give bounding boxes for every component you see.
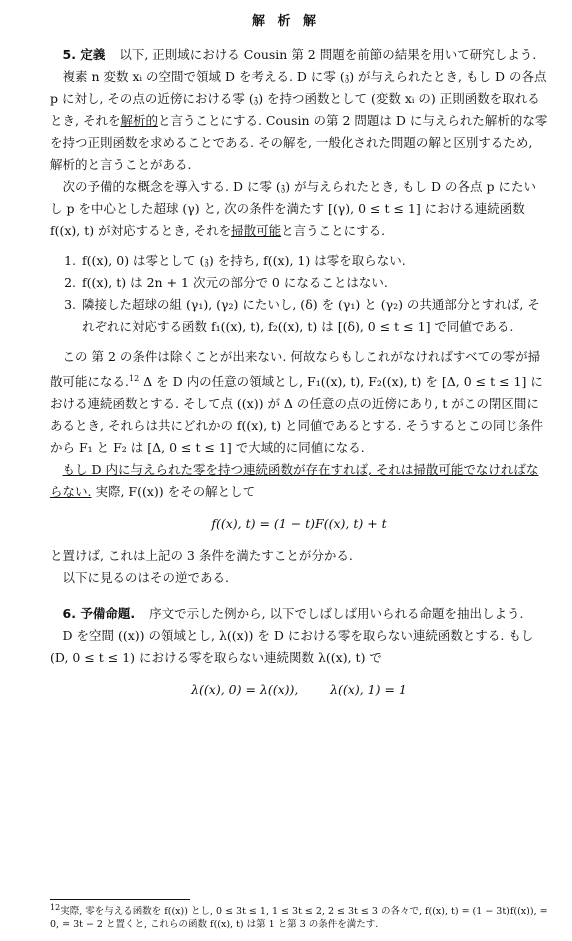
footnote-text: 実際, 零を与える函数を f((x)) とし, 0 ≤ 3t ≤ 1, 1 ≤ 3t ≤ 2, 2 ≤ 3t ≤ 3 の各々で, f((x), t) = (1 − 3t)f((x)), = 0, = 3t − 2 と置くと, これらの函数 f((x), t) は第 1 と第 3 の条件を満たす. bbox=[50, 906, 548, 930]
term-analytic: 解析的 bbox=[120, 113, 158, 128]
section-6-number-title: 6. 予備命題. bbox=[62, 606, 136, 622]
section-5-number-title: 5. 定義 bbox=[62, 47, 106, 62]
section-5-heading bbox=[50, 44, 548, 66]
footnote bbox=[50, 902, 548, 931]
footnote-rule bbox=[50, 899, 190, 900]
equation: λ((x), 0) = λ((x)), λ((x), 1) = 1 bbox=[191, 682, 407, 698]
footnote-mark: 12 bbox=[50, 903, 61, 912]
footnote-ref: 12 bbox=[128, 374, 140, 383]
term-sweepable: 掃散可能 bbox=[231, 223, 282, 238]
main-text bbox=[50, 44, 548, 711]
paragraph: と置けば, これは上記の 3 条件を満たすことが分かる. bbox=[50, 548, 353, 564]
paragraph: 複素 n 変数 xᵢ の空間で領域 D を考える. D に零 (𝔷) が与えられたとき, もし D の各点 p に対し, その点の近傍における零 (𝔷) を持つ函数として (変数 xᵢ の) 正則函数を取れるとき, それを解析的と言うことにする. Cousin の第 2 問題は D に与えられた解析的な零を持つ正則函数を求めることである. その解を, 一般化された問題の解と区別するため, 解析的と言うことがある. bbox=[50, 69, 548, 172]
condition-list bbox=[50, 250, 548, 338]
paragraph: 以下に見るのはその逆である. bbox=[62, 570, 229, 586]
paragraph: D を空間 ((x)) の領域とし, λ((x)) を D における零を取らない連続函数とする. もし (D, 0 ≤ t ≤ 1) における零を取らない連続関数 λ((x), t) で bbox=[50, 628, 534, 666]
paragraph: もし D 内に与えられた零を持つ連続函数が存在すれば, それは掃散可能でなければならない. 実際, F((x)) をその解として bbox=[50, 462, 539, 500]
paragraph: この 第 2 の条件は除くことが出来ない. 何故ならもしこれがなければすべての零が掃散可能になる.$^{12}$ Δ を D 内の任意の領域とし, F₁((x), t), F₂((x), t) を [Δ, 0 ≤ t ≤ 1] における連続函数とする. そして点 ((x)) が Δ の任意の点の近傍にあり, t がこの閉区間にあるとき, それらは共にどれかの f((x), t) と同値であるとする. そうするとこの同じ条件から F₁ と F₂ は [Δ, 0 ≤ t ≤ 1] で大域的に同値になる. bbox=[50, 349, 543, 456]
section-6-heading bbox=[50, 603, 548, 625]
proposition-underlined: もし D 内に与えられた零を持つ連続函数が存在すれば, それは掃散可能でなければならない. bbox=[50, 462, 539, 500]
paragraph: 次の予備的な概念を導入する. D に零 (𝔷) が与えられたとき, もし D の各点 p にたいし p を中心とした超球 (γ) と, 次の条件を満たす [(γ), 0 ≤ t ≤ 1] における連続函数 f((x), t) が対応するとき, それを掃散可能と言うことにする. bbox=[50, 179, 536, 238]
condition-item: 2. f((x), t) は 2n + 1 次元の部分で 0 になることはない. bbox=[80, 272, 548, 294]
running-header: 解 析 解 bbox=[251, 14, 321, 29]
condition-item: 3. 隣接した超球の組 (γ₁), (γ₂) にたいし, (δ) を (γ₁) と (γ₂) の共通部分とすれば, それぞれに対応する函数 f₁((x), t), f₂((x), t) は [(δ), 0 ≤ t ≤ 1] で同値である. bbox=[80, 294, 548, 338]
section-5-intro: 以下, 正則域における Cousin 第 2 問題を前節の結果を用いて研究しよう. bbox=[119, 47, 537, 62]
condition-item: 1. f((x), 0) は零として (𝔷) を持ち, f((x), 1) は零を取らない. bbox=[80, 250, 548, 272]
equation: f((x), t) = (1 − t)F((x), t) + t bbox=[211, 516, 387, 532]
section-6-intro: 序文で示した例から, 以下でしばしば用いられる命題を抽出しよう. bbox=[149, 606, 524, 622]
